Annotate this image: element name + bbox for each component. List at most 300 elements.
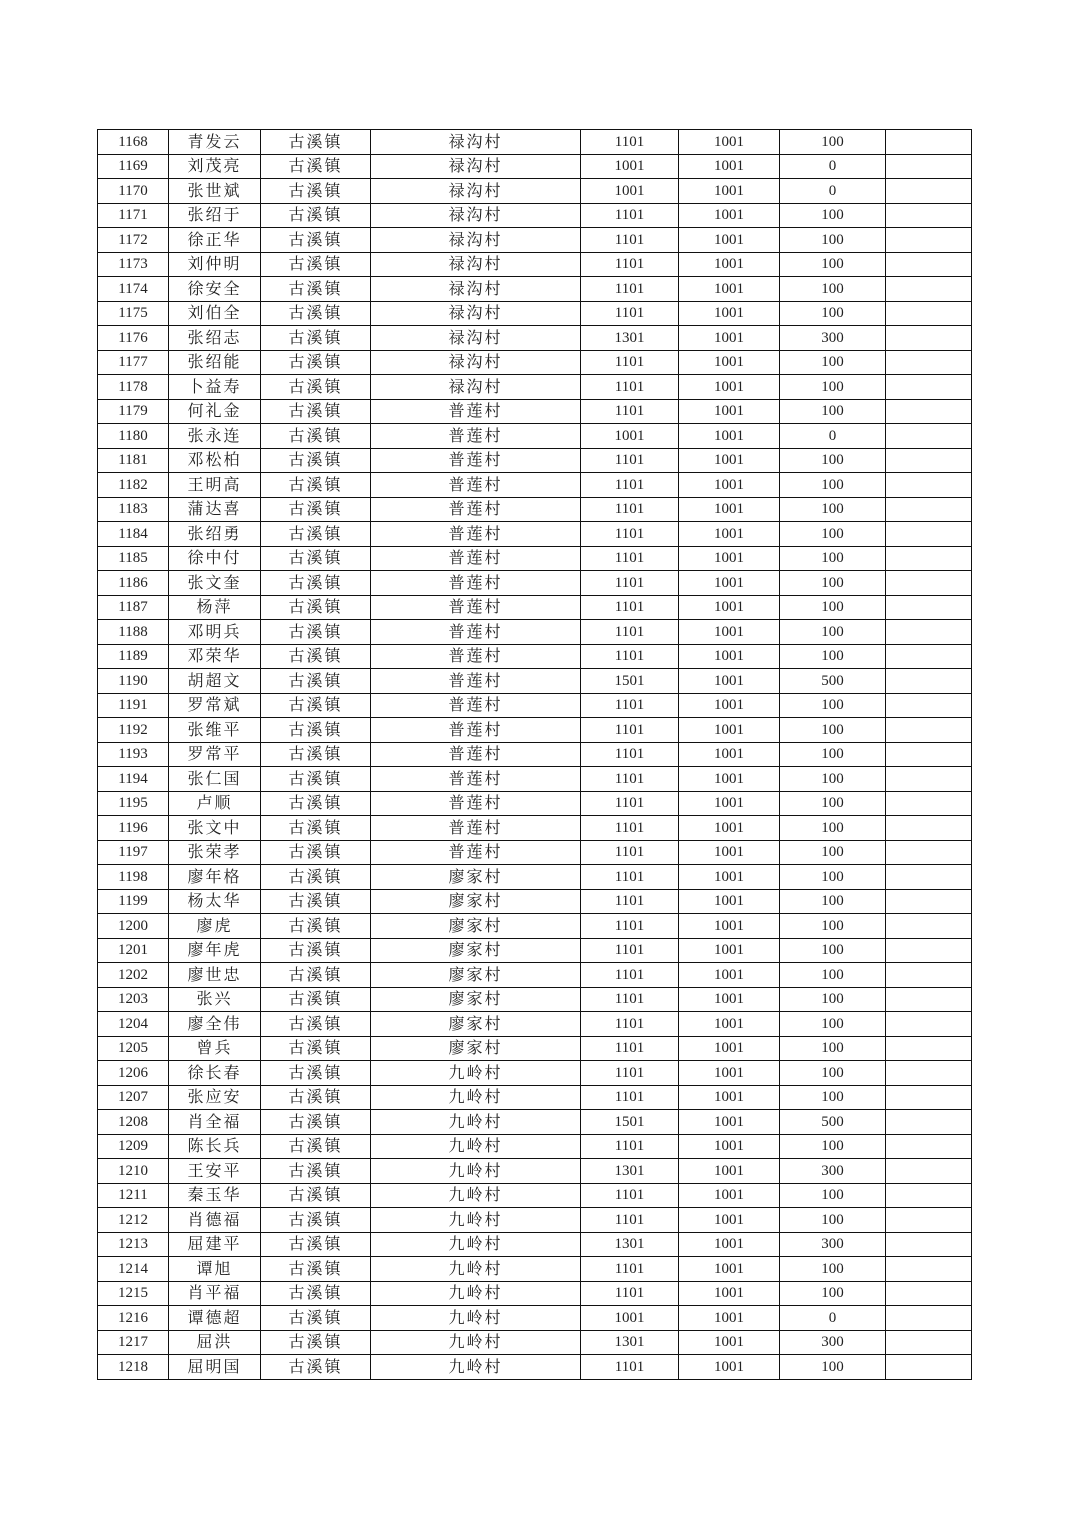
- cell-type: 1001: [679, 1134, 780, 1159]
- table-row: [98, 252, 972, 277]
- cell-name: 徐长春: [169, 1061, 261, 1086]
- cell-note: [886, 914, 972, 939]
- cell-type: 1001: [679, 1036, 780, 1061]
- cell-type: 1001: [679, 1085, 780, 1110]
- cell-note: [886, 350, 972, 375]
- table-row: [98, 130, 972, 155]
- cell-note: [886, 301, 972, 326]
- table-row: [98, 473, 972, 498]
- cell-serial-number: 1195: [98, 791, 169, 816]
- table-row: [98, 1330, 972, 1355]
- cell-village: 廖家村: [371, 1012, 581, 1037]
- cell-village: 禄沟村: [371, 203, 581, 228]
- cell-note: [886, 1159, 972, 1184]
- table-row: [98, 669, 972, 694]
- cell-name: 张应安: [169, 1085, 261, 1110]
- table-row: [98, 1159, 972, 1184]
- table-row: [98, 595, 972, 620]
- cell-serial-number: 1187: [98, 595, 169, 620]
- cell-name: 肖德福: [169, 1208, 261, 1233]
- cell-amount: 100: [780, 889, 886, 914]
- cell-village: 禄沟村: [371, 179, 581, 204]
- cell-note: [886, 1257, 972, 1282]
- cell-code: 1101: [581, 252, 679, 277]
- cell-name: 陈长兵: [169, 1134, 261, 1159]
- cell-serial-number: 1190: [98, 669, 169, 694]
- cell-code: 1101: [581, 1061, 679, 1086]
- cell-town: 古溪镇: [261, 1330, 371, 1355]
- table-row: [98, 767, 972, 792]
- cell-village: 九岭村: [371, 1306, 581, 1331]
- cell-village: 廖家村: [371, 1036, 581, 1061]
- cell-type: 1001: [679, 546, 780, 571]
- cell-amount: 100: [780, 228, 886, 253]
- cell-name: 杨萍: [169, 595, 261, 620]
- table-row: [98, 448, 972, 473]
- cell-name: 张世斌: [169, 179, 261, 204]
- cell-town: 古溪镇: [261, 644, 371, 669]
- cell-code: 1101: [581, 350, 679, 375]
- cell-type: 1001: [679, 301, 780, 326]
- cell-name: 张绍于: [169, 203, 261, 228]
- table-body: [98, 130, 972, 1380]
- cell-note: [886, 203, 972, 228]
- cell-type: 1001: [679, 1159, 780, 1184]
- cell-note: [886, 277, 972, 302]
- cell-type: 1001: [679, 203, 780, 228]
- table-row: [98, 571, 972, 596]
- cell-note: [886, 865, 972, 890]
- cell-code: 1101: [581, 1036, 679, 1061]
- cell-type: 1001: [679, 424, 780, 449]
- cell-type: 1001: [679, 693, 780, 718]
- cell-village: 禄沟村: [371, 301, 581, 326]
- cell-serial-number: 1178: [98, 375, 169, 400]
- cell-town: 古溪镇: [261, 350, 371, 375]
- cell-amount: 100: [780, 595, 886, 620]
- cell-type: 1001: [679, 620, 780, 645]
- cell-amount: 100: [780, 816, 886, 841]
- cell-village: 九岭村: [371, 1061, 581, 1086]
- cell-village: 普莲村: [371, 473, 581, 498]
- cell-code: 1301: [581, 1159, 679, 1184]
- cell-amount: 100: [780, 399, 886, 424]
- cell-amount: 100: [780, 1012, 886, 1037]
- cell-town: 古溪镇: [261, 546, 371, 571]
- cell-type: 1001: [679, 669, 780, 694]
- cell-note: [886, 889, 972, 914]
- cell-note: [886, 571, 972, 596]
- cell-code: 1001: [581, 1306, 679, 1331]
- cell-code: 1101: [581, 277, 679, 302]
- cell-amount: 100: [780, 277, 886, 302]
- cell-serial-number: 1203: [98, 987, 169, 1012]
- cell-amount: 0: [780, 424, 886, 449]
- cell-village: 九岭村: [371, 1183, 581, 1208]
- cell-name: 罗常平: [169, 742, 261, 767]
- cell-amount: 100: [780, 718, 886, 743]
- cell-note: [886, 840, 972, 865]
- cell-village: 普莲村: [371, 742, 581, 767]
- cell-name: 罗常斌: [169, 693, 261, 718]
- cell-note: [886, 154, 972, 179]
- cell-code: 1101: [581, 228, 679, 253]
- cell-type: 1001: [679, 889, 780, 914]
- cell-code: 1301: [581, 1232, 679, 1257]
- cell-town: 古溪镇: [261, 840, 371, 865]
- cell-village: 普莲村: [371, 522, 581, 547]
- cell-name: 张荣孝: [169, 840, 261, 865]
- cell-name: 张绍志: [169, 326, 261, 351]
- cell-serial-number: 1216: [98, 1306, 169, 1331]
- cell-name: 廖年虎: [169, 938, 261, 963]
- cell-code: 1101: [581, 644, 679, 669]
- cell-name: 徐安全: [169, 277, 261, 302]
- cell-amount: 100: [780, 767, 886, 792]
- cell-amount: 100: [780, 914, 886, 939]
- cell-town: 古溪镇: [261, 473, 371, 498]
- cell-code: 1101: [581, 742, 679, 767]
- cell-village: 禄沟村: [371, 228, 581, 253]
- cell-amount: 300: [780, 1159, 886, 1184]
- cell-type: 1001: [679, 399, 780, 424]
- cell-name: 胡超文: [169, 669, 261, 694]
- cell-name: 张兴: [169, 987, 261, 1012]
- cell-village: 普莲村: [371, 718, 581, 743]
- table-row: [98, 987, 972, 1012]
- cell-amount: 100: [780, 301, 886, 326]
- cell-serial-number: 1194: [98, 767, 169, 792]
- cell-serial-number: 1171: [98, 203, 169, 228]
- cell-code: 1001: [581, 154, 679, 179]
- table-row: [98, 1061, 972, 1086]
- cell-town: 古溪镇: [261, 693, 371, 718]
- cell-village: 普莲村: [371, 693, 581, 718]
- table-row: [98, 179, 972, 204]
- cell-town: 古溪镇: [261, 620, 371, 645]
- cell-serial-number: 1183: [98, 497, 169, 522]
- cell-town: 古溪镇: [261, 424, 371, 449]
- cell-note: [886, 228, 972, 253]
- cell-village: 九岭村: [371, 1134, 581, 1159]
- table-row: [98, 1183, 972, 1208]
- cell-village: 九岭村: [371, 1208, 581, 1233]
- cell-name: 廖年格: [169, 865, 261, 890]
- cell-name: 蒲达喜: [169, 497, 261, 522]
- cell-note: [886, 620, 972, 645]
- cell-town: 古溪镇: [261, 791, 371, 816]
- cell-note: [886, 1355, 972, 1380]
- table-row: [98, 350, 972, 375]
- cell-town: 古溪镇: [261, 448, 371, 473]
- cell-village: 普莲村: [371, 767, 581, 792]
- cell-town: 古溪镇: [261, 203, 371, 228]
- table-row: [98, 326, 972, 351]
- cell-serial-number: 1170: [98, 179, 169, 204]
- cell-amount: 100: [780, 865, 886, 890]
- cell-code: 1101: [581, 1355, 679, 1380]
- cell-type: 1001: [679, 179, 780, 204]
- cell-village: 九岭村: [371, 1257, 581, 1282]
- cell-serial-number: 1188: [98, 620, 169, 645]
- cell-serial-number: 1180: [98, 424, 169, 449]
- cell-type: 1001: [679, 448, 780, 473]
- table-row: [98, 1306, 972, 1331]
- table-row: [98, 1208, 972, 1233]
- cell-note: [886, 963, 972, 988]
- cell-type: 1001: [679, 350, 780, 375]
- cell-name: 徐正华: [169, 228, 261, 253]
- cell-name: 何礼金: [169, 399, 261, 424]
- cell-village: 普莲村: [371, 840, 581, 865]
- table-row: [98, 546, 972, 571]
- cell-town: 古溪镇: [261, 1085, 371, 1110]
- cell-town: 古溪镇: [261, 767, 371, 792]
- cell-code: 1101: [581, 522, 679, 547]
- table-row: [98, 522, 972, 547]
- cell-type: 1001: [679, 277, 780, 302]
- table-row: [98, 497, 972, 522]
- cell-amount: 300: [780, 1232, 886, 1257]
- cell-code: 1101: [581, 620, 679, 645]
- cell-serial-number: 1176: [98, 326, 169, 351]
- cell-serial-number: 1200: [98, 914, 169, 939]
- cell-note: [886, 448, 972, 473]
- cell-note: [886, 1061, 972, 1086]
- cell-serial-number: 1177: [98, 350, 169, 375]
- cell-note: [886, 546, 972, 571]
- table-row: [98, 938, 972, 963]
- cell-village: 普莲村: [371, 546, 581, 571]
- cell-note: [886, 1183, 972, 1208]
- cell-amount: 100: [780, 840, 886, 865]
- table-row: [98, 154, 972, 179]
- cell-type: 1001: [679, 816, 780, 841]
- cell-town: 古溪镇: [261, 326, 371, 351]
- cell-village: 九岭村: [371, 1110, 581, 1135]
- table-row: [98, 1257, 972, 1282]
- cell-amount: 100: [780, 473, 886, 498]
- cell-village: 廖家村: [371, 865, 581, 890]
- cell-code: 1301: [581, 326, 679, 351]
- cell-village: 廖家村: [371, 914, 581, 939]
- table-row: [98, 375, 972, 400]
- cell-type: 1001: [679, 1330, 780, 1355]
- cell-name: 青发云: [169, 130, 261, 155]
- cell-amount: 0: [780, 154, 886, 179]
- cell-town: 古溪镇: [261, 130, 371, 155]
- cell-note: [886, 522, 972, 547]
- cell-amount: 100: [780, 130, 886, 155]
- cell-code: 1101: [581, 1012, 679, 1037]
- cell-type: 1001: [679, 938, 780, 963]
- cell-amount: 100: [780, 963, 886, 988]
- cell-note: [886, 1330, 972, 1355]
- cell-type: 1001: [679, 1355, 780, 1380]
- cell-serial-number: 1202: [98, 963, 169, 988]
- cell-code: 1101: [581, 448, 679, 473]
- cell-serial-number: 1179: [98, 399, 169, 424]
- cell-town: 古溪镇: [261, 277, 371, 302]
- table-row: [98, 424, 972, 449]
- cell-code: 1101: [581, 203, 679, 228]
- cell-town: 古溪镇: [261, 816, 371, 841]
- cell-note: [886, 1208, 972, 1233]
- cell-note: [886, 1012, 972, 1037]
- table-row: [98, 816, 972, 841]
- cell-town: 古溪镇: [261, 154, 371, 179]
- cell-code: 1101: [581, 571, 679, 596]
- cell-serial-number: 1175: [98, 301, 169, 326]
- table-row: [98, 1012, 972, 1037]
- table-row: [98, 301, 972, 326]
- cell-village: 普莲村: [371, 644, 581, 669]
- cell-town: 古溪镇: [261, 1232, 371, 1257]
- cell-town: 古溪镇: [261, 301, 371, 326]
- cell-village: 禄沟村: [371, 375, 581, 400]
- table-row: [98, 914, 972, 939]
- cell-serial-number: 1185: [98, 546, 169, 571]
- cell-type: 1001: [679, 522, 780, 547]
- cell-code: 1101: [581, 1281, 679, 1306]
- cell-amount: 100: [780, 1183, 886, 1208]
- cell-town: 古溪镇: [261, 865, 371, 890]
- cell-village: 普莲村: [371, 497, 581, 522]
- table-row: [98, 1232, 972, 1257]
- cell-serial-number: 1169: [98, 154, 169, 179]
- cell-type: 1001: [679, 767, 780, 792]
- table-row: [98, 742, 972, 767]
- cell-amount: 300: [780, 326, 886, 351]
- cell-serial-number: 1214: [98, 1257, 169, 1282]
- cell-type: 1001: [679, 252, 780, 277]
- cell-code: 1101: [581, 301, 679, 326]
- cell-type: 1001: [679, 718, 780, 743]
- cell-village: 九岭村: [371, 1330, 581, 1355]
- cell-name: 张绍能: [169, 350, 261, 375]
- cell-serial-number: 1198: [98, 865, 169, 890]
- cell-town: 古溪镇: [261, 1306, 371, 1331]
- cell-name: 张仁国: [169, 767, 261, 792]
- cell-serial-number: 1174: [98, 277, 169, 302]
- cell-name: 邓松柏: [169, 448, 261, 473]
- cell-note: [886, 644, 972, 669]
- cell-code: 1101: [581, 497, 679, 522]
- cell-type: 1001: [679, 326, 780, 351]
- table-row: [98, 718, 972, 743]
- cell-serial-number: 1201: [98, 938, 169, 963]
- cell-village: 禄沟村: [371, 130, 581, 155]
- cell-note: [886, 816, 972, 841]
- cell-village: 九岭村: [371, 1281, 581, 1306]
- table-row: [98, 865, 972, 890]
- cell-code: 1101: [581, 1208, 679, 1233]
- table-row: [98, 1355, 972, 1380]
- cell-note: [886, 669, 972, 694]
- table-row: [98, 399, 972, 424]
- cell-name: 卢顺: [169, 791, 261, 816]
- cell-name: 曾兵: [169, 1036, 261, 1061]
- cell-type: 1001: [679, 840, 780, 865]
- cell-code: 1101: [581, 865, 679, 890]
- cell-village: 普莲村: [371, 620, 581, 645]
- cell-village: 九岭村: [371, 1159, 581, 1184]
- cell-code: 1101: [581, 375, 679, 400]
- cell-note: [886, 595, 972, 620]
- table-row: [98, 277, 972, 302]
- cell-amount: 500: [780, 669, 886, 694]
- cell-village: 九岭村: [371, 1232, 581, 1257]
- cell-note: [886, 1232, 972, 1257]
- cell-town: 古溪镇: [261, 228, 371, 253]
- cell-serial-number: 1199: [98, 889, 169, 914]
- table-row: [98, 203, 972, 228]
- cell-town: 古溪镇: [261, 914, 371, 939]
- cell-village: 普莲村: [371, 399, 581, 424]
- cell-serial-number: 1191: [98, 693, 169, 718]
- cell-town: 古溪镇: [261, 571, 371, 596]
- table-row: [98, 620, 972, 645]
- cell-town: 古溪镇: [261, 1061, 371, 1086]
- cell-name: 屈建平: [169, 1232, 261, 1257]
- cell-serial-number: 1207: [98, 1085, 169, 1110]
- table-row: [98, 1110, 972, 1135]
- cell-serial-number: 1197: [98, 840, 169, 865]
- cell-town: 古溪镇: [261, 987, 371, 1012]
- cell-type: 1001: [679, 865, 780, 890]
- table-row: [98, 1085, 972, 1110]
- cell-name: 秦玉华: [169, 1183, 261, 1208]
- cell-serial-number: 1172: [98, 228, 169, 253]
- cell-name: 肖全福: [169, 1110, 261, 1135]
- cell-note: [886, 1085, 972, 1110]
- cell-name: 张文中: [169, 816, 261, 841]
- cell-town: 古溪镇: [261, 252, 371, 277]
- cell-amount: 100: [780, 644, 886, 669]
- cell-town: 古溪镇: [261, 1110, 371, 1135]
- cell-note: [886, 742, 972, 767]
- cell-town: 古溪镇: [261, 1281, 371, 1306]
- cell-code: 1301: [581, 1330, 679, 1355]
- cell-type: 1001: [679, 1183, 780, 1208]
- cell-type: 1001: [679, 595, 780, 620]
- cell-type: 1001: [679, 473, 780, 498]
- cell-name: 廖全伟: [169, 1012, 261, 1037]
- cell-name: 卜益寿: [169, 375, 261, 400]
- cell-note: [886, 179, 972, 204]
- cell-serial-number: 1215: [98, 1281, 169, 1306]
- cell-type: 1001: [679, 644, 780, 669]
- cell-serial-number: 1184: [98, 522, 169, 547]
- cell-name: 屈洪: [169, 1330, 261, 1355]
- cell-serial-number: 1208: [98, 1110, 169, 1135]
- cell-amount: 100: [780, 448, 886, 473]
- table-row: [98, 1134, 972, 1159]
- cell-village: 九岭村: [371, 1085, 581, 1110]
- cell-village: 普莲村: [371, 595, 581, 620]
- cell-note: [886, 1036, 972, 1061]
- cell-code: 1101: [581, 1085, 679, 1110]
- cell-type: 1001: [679, 1257, 780, 1282]
- cell-amount: 100: [780, 1257, 886, 1282]
- cell-name: 刘仲明: [169, 252, 261, 277]
- cell-name: 肖平福: [169, 1281, 261, 1306]
- cell-name: 邓明兵: [169, 620, 261, 645]
- cell-serial-number: 1217: [98, 1330, 169, 1355]
- cell-note: [886, 424, 972, 449]
- cell-code: 1101: [581, 546, 679, 571]
- cell-serial-number: 1168: [98, 130, 169, 155]
